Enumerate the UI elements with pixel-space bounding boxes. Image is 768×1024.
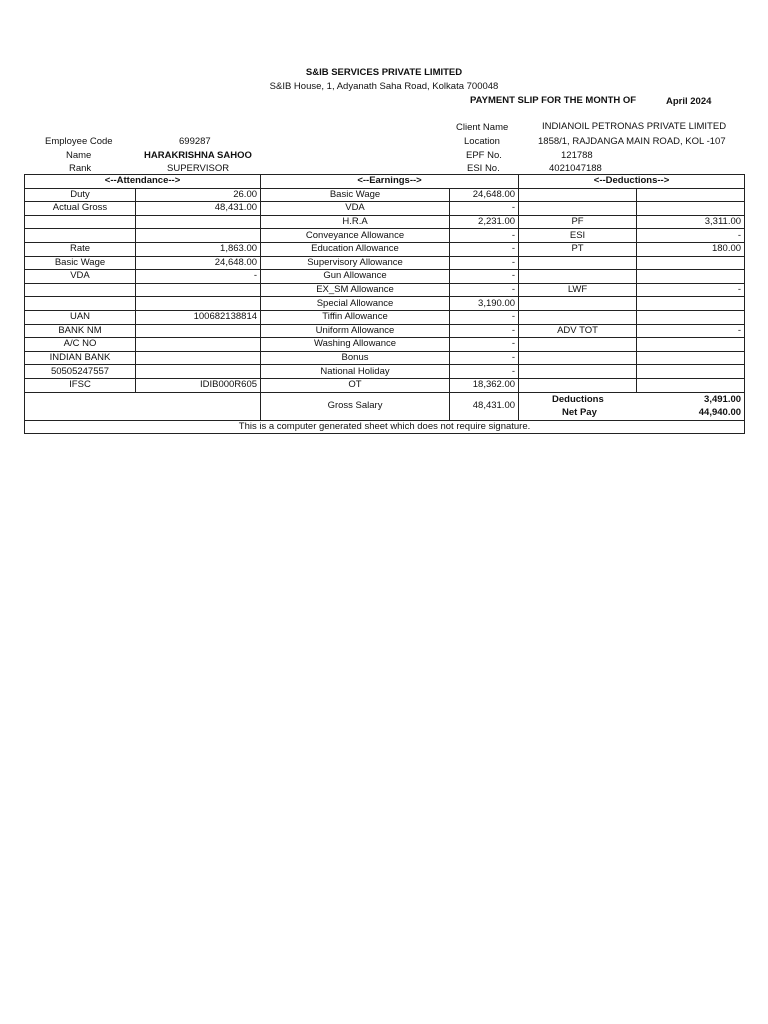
attendance-value: 26.00: [136, 188, 261, 202]
earning-value: 2,231.00: [450, 215, 519, 229]
attendance-value: IDIB000R605: [136, 378, 261, 392]
earnings-header: <--Earnings-->: [261, 175, 519, 189]
earning-value: -: [450, 310, 519, 324]
earning-value: -: [450, 202, 519, 216]
footer-note: This is a computer generated sheet which does not require signature.: [25, 420, 745, 434]
company-address: S&IB House, 1, Adyanath Saha Road, Kolkata 700048: [269, 81, 499, 92]
slip-month: April 2024: [666, 96, 712, 107]
attendance-value: [136, 215, 261, 229]
net-pay-value: 44,940.00: [698, 407, 742, 418]
epf-number: 121788: [561, 150, 593, 161]
earning-label: EX_SM Allowance: [261, 283, 450, 297]
totals-row: [25, 392, 745, 420]
deductions-total-value: 3,491.00: [704, 394, 742, 405]
deduction-value: [637, 378, 745, 392]
earning-value: 18,362.00: [450, 378, 519, 392]
deduction-value: [637, 202, 745, 216]
slip-title: PAYMENT SLIP FOR THE MONTH OF: [470, 95, 637, 106]
attendance-label: UAN: [25, 310, 136, 324]
earning-label: Bonus: [261, 351, 450, 365]
section-header-row: [25, 175, 745, 189]
deduction-value: -: [637, 283, 745, 297]
attendance-value: [136, 338, 261, 352]
payment-table: [24, 174, 745, 434]
deduction-value: [637, 270, 745, 284]
net-pay-label: Net Pay: [562, 407, 597, 418]
deduction-value: [637, 365, 745, 379]
deduction-label: [519, 365, 637, 379]
earning-value: 24,648.00: [450, 188, 519, 202]
attendance-label: [25, 283, 136, 297]
deduction-label: [519, 202, 637, 216]
deduction-value: [637, 338, 745, 352]
table-row: [25, 351, 745, 365]
deduction-label: [519, 310, 637, 324]
client-name: INDIANOIL PETRONAS PRIVATE LIMITED: [542, 121, 727, 132]
employee-rank-label: Rank: [69, 163, 92, 174]
deduction-value: 3,311.00: [637, 215, 745, 229]
earning-label: Uniform Allowance: [261, 324, 450, 338]
table-row: [25, 283, 745, 297]
deduction-label: ADV TOT: [519, 324, 637, 338]
attendance-header: <--Attendance-->: [25, 175, 261, 189]
earning-value: 3,190.00: [450, 297, 519, 311]
attendance-label: [25, 229, 136, 243]
earning-value: -: [450, 338, 519, 352]
earning-label: Gun Allowance: [261, 270, 450, 284]
earning-value: -: [450, 270, 519, 284]
esi-number: 4021047188: [549, 163, 602, 174]
table-row: [25, 242, 745, 256]
earning-value: -: [450, 351, 519, 365]
deduction-label: PT: [519, 242, 637, 256]
deduction-value: [637, 310, 745, 324]
table-row: [25, 378, 745, 392]
totals-spacer: [25, 392, 261, 420]
attendance-value: 48,431.00: [136, 202, 261, 216]
earning-label: Education Allowance: [261, 242, 450, 256]
earning-label: Basic Wage: [261, 188, 450, 202]
table-row: [25, 202, 745, 216]
earning-value: -: [450, 283, 519, 297]
attendance-label: Rate: [25, 242, 136, 256]
attendance-label: A/C NO: [25, 338, 136, 352]
table-row: [25, 229, 745, 243]
employee-rank: SUPERVISOR: [167, 163, 230, 174]
table-row: [25, 188, 745, 202]
earning-label: Washing Allowance: [261, 338, 450, 352]
gross-salary-label: Gross Salary: [261, 392, 450, 420]
deductions-total-label: Deductions: [552, 394, 604, 405]
earning-value: -: [450, 242, 519, 256]
attendance-value: [136, 365, 261, 379]
attendance-value: 1,863.00: [136, 242, 261, 256]
deduction-label: [519, 378, 637, 392]
table-row: [25, 270, 745, 284]
earning-label: Tiffin Allowance: [261, 310, 450, 324]
attendance-label: Duty: [25, 188, 136, 202]
deduction-label: [519, 338, 637, 352]
attendance-label: Actual Gross: [25, 202, 136, 216]
deduction-label: [519, 256, 637, 270]
employee-code-label: Employee Code: [45, 136, 113, 147]
deduction-label: [519, 297, 637, 311]
deductions-header: <--Deductions-->: [519, 175, 745, 189]
deduction-label: [519, 270, 637, 284]
company-name: S&IB SERVICES PRIVATE LIMITED: [305, 67, 463, 78]
deduction-value: [637, 188, 745, 202]
employee-code: 699287: [179, 136, 211, 147]
deduction-value: [637, 297, 745, 311]
attendance-value: [136, 283, 261, 297]
table-row: [25, 324, 745, 338]
table-row: [25, 310, 745, 324]
deduction-label: [519, 188, 637, 202]
table-row: [25, 297, 745, 311]
earning-label: H.R.A: [261, 215, 450, 229]
client-name-label: Client Name: [456, 122, 509, 133]
attendance-value: 24,648.00: [136, 256, 261, 270]
location: 1858/1, RAJDANGA MAIN ROAD, KOL -107: [538, 136, 726, 147]
attendance-value: 100682138814: [136, 310, 261, 324]
deduction-value: [637, 351, 745, 365]
attendance-label: INDIAN BANK: [25, 351, 136, 365]
earning-value: -: [450, 324, 519, 338]
gross-salary-value: 48,431.00: [450, 392, 519, 420]
table-row: [25, 365, 745, 379]
attendance-value: [136, 324, 261, 338]
earning-value: -: [450, 365, 519, 379]
table-row: [25, 215, 745, 229]
attendance-label: [25, 297, 136, 311]
attendance-label: IFSC: [25, 378, 136, 392]
esi-label: ESI No.: [467, 163, 500, 174]
attendance-value: -: [136, 270, 261, 284]
attendance-label: Basic Wage: [25, 256, 136, 270]
attendance-label: BANK NM: [25, 324, 136, 338]
table-row: [25, 338, 745, 352]
attendance-value: [136, 297, 261, 311]
location-label: Location: [464, 136, 500, 147]
earning-value: -: [450, 229, 519, 243]
attendance-value: [136, 229, 261, 243]
employee-name: HARAKRISHNA SAHOO: [144, 150, 252, 161]
earning-label: National Holiday: [261, 365, 450, 379]
earning-value: -: [450, 256, 519, 270]
deduction-value: -: [637, 229, 745, 243]
epf-label: EPF No.: [466, 150, 502, 161]
deduction-label: PF: [519, 215, 637, 229]
earning-label: Conveyance Allowance: [261, 229, 450, 243]
deduction-value: 180.00: [637, 242, 745, 256]
earning-label: VDA: [261, 202, 450, 216]
table-row: [25, 256, 745, 270]
earning-label: Special Allowance: [261, 297, 450, 311]
deduction-value: -: [637, 324, 745, 338]
attendance-label: VDA: [25, 270, 136, 284]
deduction-value: [637, 256, 745, 270]
deduction-label: [519, 351, 637, 365]
attendance-label: 50505247557: [25, 365, 136, 379]
deduction-label: LWF: [519, 283, 637, 297]
deduction-label: ESI: [519, 229, 637, 243]
net-summary: [519, 392, 745, 420]
earning-label: Supervisory Allowance: [261, 256, 450, 270]
employee-name-label: Name: [66, 150, 92, 161]
footer-row: [25, 420, 745, 434]
attendance-label: [25, 215, 136, 229]
earning-label: OT: [261, 378, 450, 392]
attendance-value: [136, 351, 261, 365]
